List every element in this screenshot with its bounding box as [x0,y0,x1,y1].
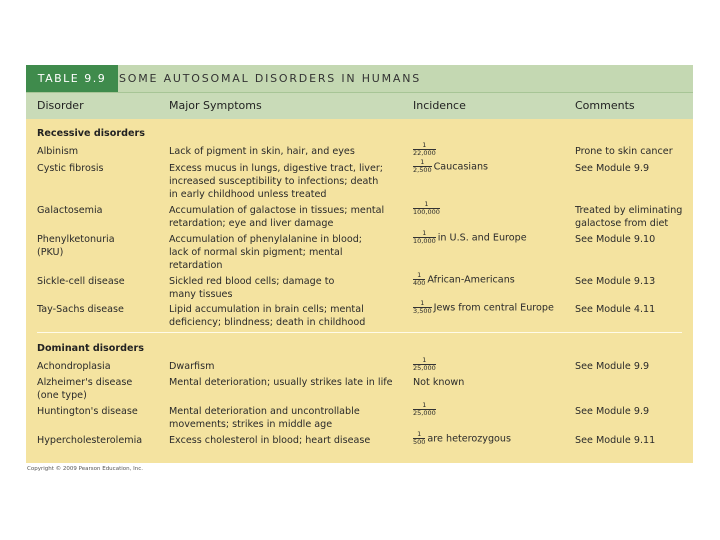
incidence-fraction [413,357,436,372]
fraction-numerator: 1 [413,159,432,167]
disorder-name: Cystic fibrosis [37,163,104,174]
major-symptoms: Sickled red blood cells; damage to many tissues [169,276,335,300]
table-title-bar [26,65,693,92]
major-symptoms: Mental deterioration; usually strikes late in life [169,377,393,388]
incidence-fraction [413,201,440,216]
comments: See Module 9.9 [575,406,650,417]
header-comments: Comments [575,99,635,112]
fraction-denominator: 400 [413,279,426,287]
incidence-text: African-Americans [427,274,515,286]
fraction-numerator: 1 [413,357,436,365]
major-symptoms: Dwarfism [169,361,215,372]
incidence-fraction [413,159,432,174]
major-symptoms: Lipid accumulation in brain cells; mental deficiency; blindness; death in childhood [169,304,366,328]
comments: See Module 9.9 [575,163,650,174]
comments: See Module 9.9 [575,361,650,372]
comments: See Module 4.11 [575,304,656,315]
fraction-denominator: 25,000 [413,364,436,372]
disorder-name: Phenylketonuria (PKU) [37,234,115,258]
disorders-table [26,65,693,463]
fraction-denominator: 100,000 [413,208,440,216]
incidence [413,142,438,157]
fraction-numerator: 1 [413,431,425,439]
incidence [413,230,527,245]
disorder-name: Tay-Sachs disease [37,304,124,315]
incidence [413,431,511,446]
table-header-row [26,92,693,119]
fraction-numerator: 1 [413,230,436,238]
disorder-name: Galactosemia [37,205,103,216]
incidence-fraction [413,230,436,245]
incidence [413,300,554,315]
disorder-name: Hypercholesterolemia [37,435,143,446]
table-title: SOME AUTOSOMAL DISORDERS IN HUMANS [119,72,422,85]
incidence-fraction [413,300,432,315]
fraction-denominator: 25,000 [413,409,436,417]
header-incidence: Incidence [413,99,466,112]
header-disorder: Disorder [37,99,84,112]
section-label: Recessive disorders [37,128,145,139]
fraction-numerator: 1 [413,201,440,209]
incidence-fraction [413,142,436,157]
disorder-name: Alzheimer's disease (one type) [37,377,133,401]
incidence-text: in U.S. and Europe [437,232,527,244]
disorder-name: Huntington's disease [37,406,138,417]
incidence-fraction [413,272,425,287]
major-symptoms: Lack of pigment in skin, hair, and eyes [169,146,355,157]
incidence [413,402,438,417]
disorder-name: Sickle-cell disease [37,276,125,287]
fraction-denominator: 2,500 [413,166,432,174]
fraction-numerator: 1 [413,300,432,308]
fraction-numerator: 1 [413,142,436,150]
incidence-text: Not known [413,377,465,388]
fraction-denominator: 10,000 [413,237,436,245]
fraction-denominator: 500 [413,438,426,446]
section-divider [37,332,682,333]
major-symptoms: Accumulation of galactose in tissues; mental retardation; eye and liver damage [169,205,385,229]
comments: See Module 9.11 [575,435,656,446]
major-symptoms: Mental deterioration and uncontrollable movements; strikes in middle age [169,406,360,430]
comments: See Module 9.10 [575,234,656,245]
incidence [413,159,488,174]
incidence-text: Jews from central Europe [433,302,554,314]
fraction-numerator: 1 [413,402,436,410]
copyright-notice: Copyright © 2009 Pearson Education, Inc. [27,466,143,472]
comments: Treated by eliminating galactose from diet [575,205,683,229]
incidence-text: Caucasians [433,161,489,173]
fraction-denominator: 22,000 [413,149,436,157]
comments: See Module 9.13 [575,276,656,287]
incidence [413,376,464,389]
section-label: Dominant disorders [37,343,144,354]
fraction-denominator: 3,500 [413,307,432,315]
incidence-fraction [413,431,425,446]
incidence-text: are heterozygous [427,433,511,445]
major-symptoms: Excess cholesterol in blood; heart disease [169,435,371,446]
disorder-name: Albinism [37,146,79,157]
incidence [413,201,442,216]
incidence [413,272,515,287]
disorder-name: Achondroplasia [37,361,111,372]
major-symptoms: Excess mucus in lungs, digestive tract, liver; increased susceptibility to infections; death in early childhood unless treated [169,163,384,200]
major-symptoms: Accumulation of phenylalanine in blood; lack of normal skin pigment; mental retardation [169,234,363,271]
table-number: TABLE 9.9 [26,65,118,92]
fraction-numerator: 1 [413,272,425,280]
comments: Prone to skin cancer [575,146,673,157]
incidence [413,357,438,372]
incidence-fraction [413,402,436,417]
header-major-symptoms: Major Symptoms [169,99,262,112]
